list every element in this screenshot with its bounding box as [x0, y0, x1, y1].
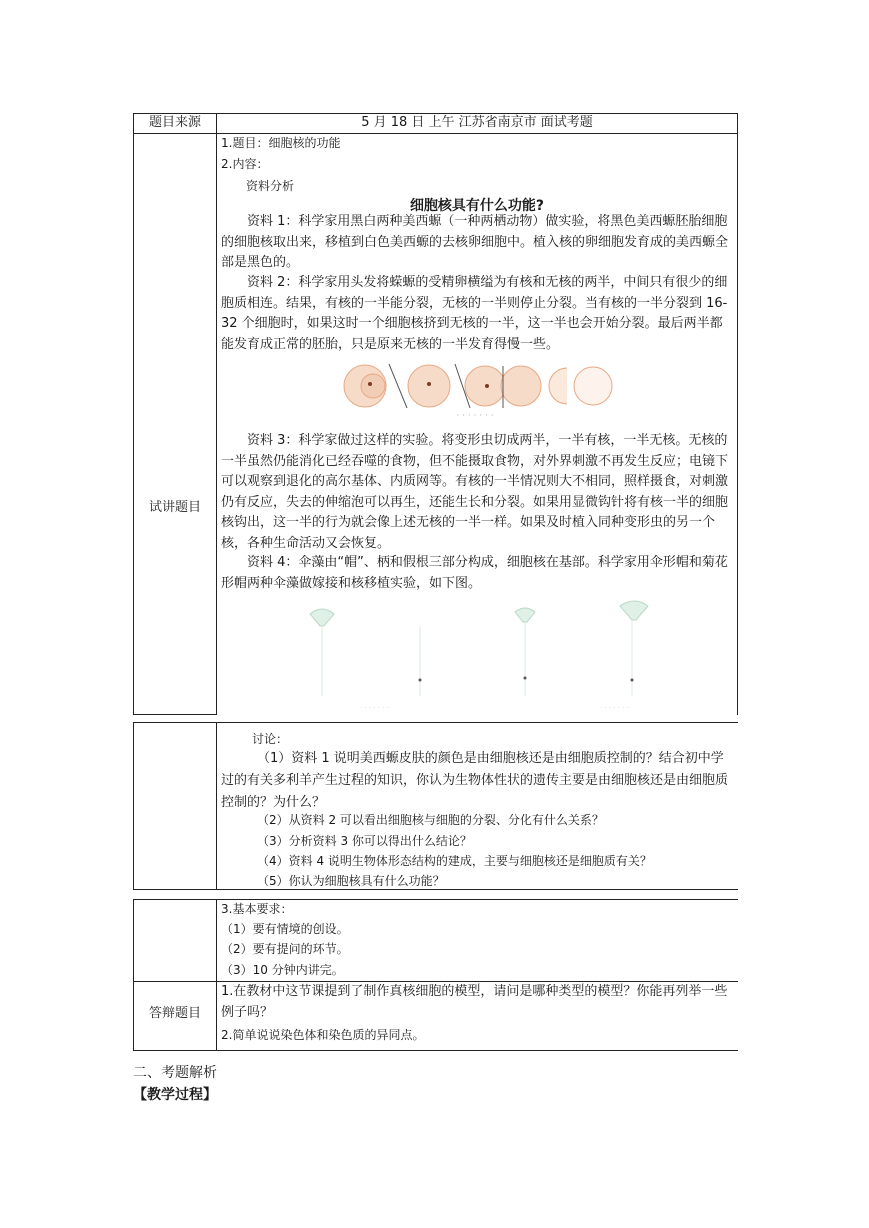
source-value: 5 月 18 日 上午 江苏省南京市 面试考题 [361, 115, 593, 130]
material-4: 资料 4：伞藻由“帽”、柄和假根三部分构成，细胞核在基部。科学家用伞形帽和菊花形帽两种伞藻做嫁接和核移植实验，如下图。 [221, 555, 728, 591]
source-label: 题目来源 [148, 115, 201, 130]
content-label: 2.内容： [221, 157, 269, 171]
svg-text:· · · · · · ·: · · · · · · · [360, 704, 389, 712]
lecture-title: 1.题目：细胞核的功能 [221, 136, 341, 150]
requirement-2: （2）要有提问的环节。 [221, 942, 349, 956]
acetabularia-figure [270, 596, 710, 714]
question-2: （2）从资料 2 可以看出细胞核与细胞的分裂、分化有什么关系？ [257, 813, 604, 827]
defense-label: 答辩题目 [148, 1006, 201, 1021]
question-5: （5）你认为细胞核具有什么功能？ [257, 874, 445, 888]
section-heading: 二、考题解析 [133, 1065, 217, 1081]
question-3: （3）分析资料 3 你可以得出什么结论？ [257, 834, 472, 848]
material-3: 资料 3：科学家做过这样的实验。将变形虫切成两半，一半有核，一半无核。无核的一半虽然仍能消化已经吞噬的食物，但不能摄取食物，对外界刺激不再发生反应；电镜下可以观察到退化的高尔基体、内质网等。有核的一半情况则大不相同，照样摄食，对刺激仍有反应，失去的伸缩泡可以再生，还能生长和分裂。如果用显微钩针将有核一半的细胞核钩出，这一半的行为就会像上述无核的一半一样。如果及时植入同种变形虫的另一个核，各种生命活动又会恢复。 [221, 433, 729, 551]
lecture-heading: 细胞核具有什么功能? [409, 198, 545, 214]
requirements-label-cell [133, 899, 217, 982]
requirement-3: （3）10 分钟内讲完。 [221, 963, 344, 977]
material-1: 资料 1：科学家用黑白两种美西螈（一种两栖动物）做实验，将黑色美西螈胚胎细胞的细胞核取出来，移植到白色美西螈的去核卵细胞中。植入核的卵细胞发育成的美西螈全部是黑色的。 [221, 214, 729, 270]
defense-question-2: 2.简单说说染色体和染色质的异同点。 [221, 1028, 425, 1042]
svg-text:· · · · · · ·: · · · · · · · [456, 411, 494, 421]
discussion-label-cell [133, 722, 217, 890]
teaching-process-heading: 【教学过程】 [133, 1087, 217, 1103]
svg-text:· · · · · · ·: · · · · · · · [600, 704, 629, 712]
question-1: （1）资料 1 说明美西螈皮肤的颜色是由细胞核还是由细胞质控制的？结合初中学过的有关多利羊产生过程的知识，你认为生物体性状的遗传主要是由细胞核还是由细胞质控制的？为什么？ [221, 751, 729, 810]
egg-division-figure [325, 362, 625, 424]
discussion-label: 讨论： [252, 732, 289, 746]
defense-question-1: 1.在教材中这节课提到了制作真核细胞的模型，请问是哪种类型的模型？你能再列举一些例子吗？ [221, 984, 728, 1020]
lecture-label-cell [133, 133, 217, 715]
requirements-title: 3.基本要求： [221, 902, 293, 916]
material-2: 资料 2：科学家用头发将蝾螈的受精卵横缢为有核和无核的两半，中间只有很少的细胞质相连。结果，有核的一半能分裂，无核的一半则停止分裂。当有核的一半分裂到 16-32 个细胞时，如果这时一个细胞核挤到无核的一半，这一半也会开始分裂。最后两半都能发育成正常的胚胎，只是原来无核的一半发育得慢一些。 [221, 275, 728, 352]
requirement-1: （1）要有情境的创设。 [221, 922, 349, 936]
section-label: 资料分析 [246, 179, 295, 193]
question-4: （4）资料 4 说明生物体形态结构的建成，主要与细胞核还是细胞质有关？ [257, 854, 652, 868]
lecture-label: 试讲题目 [148, 500, 201, 515]
